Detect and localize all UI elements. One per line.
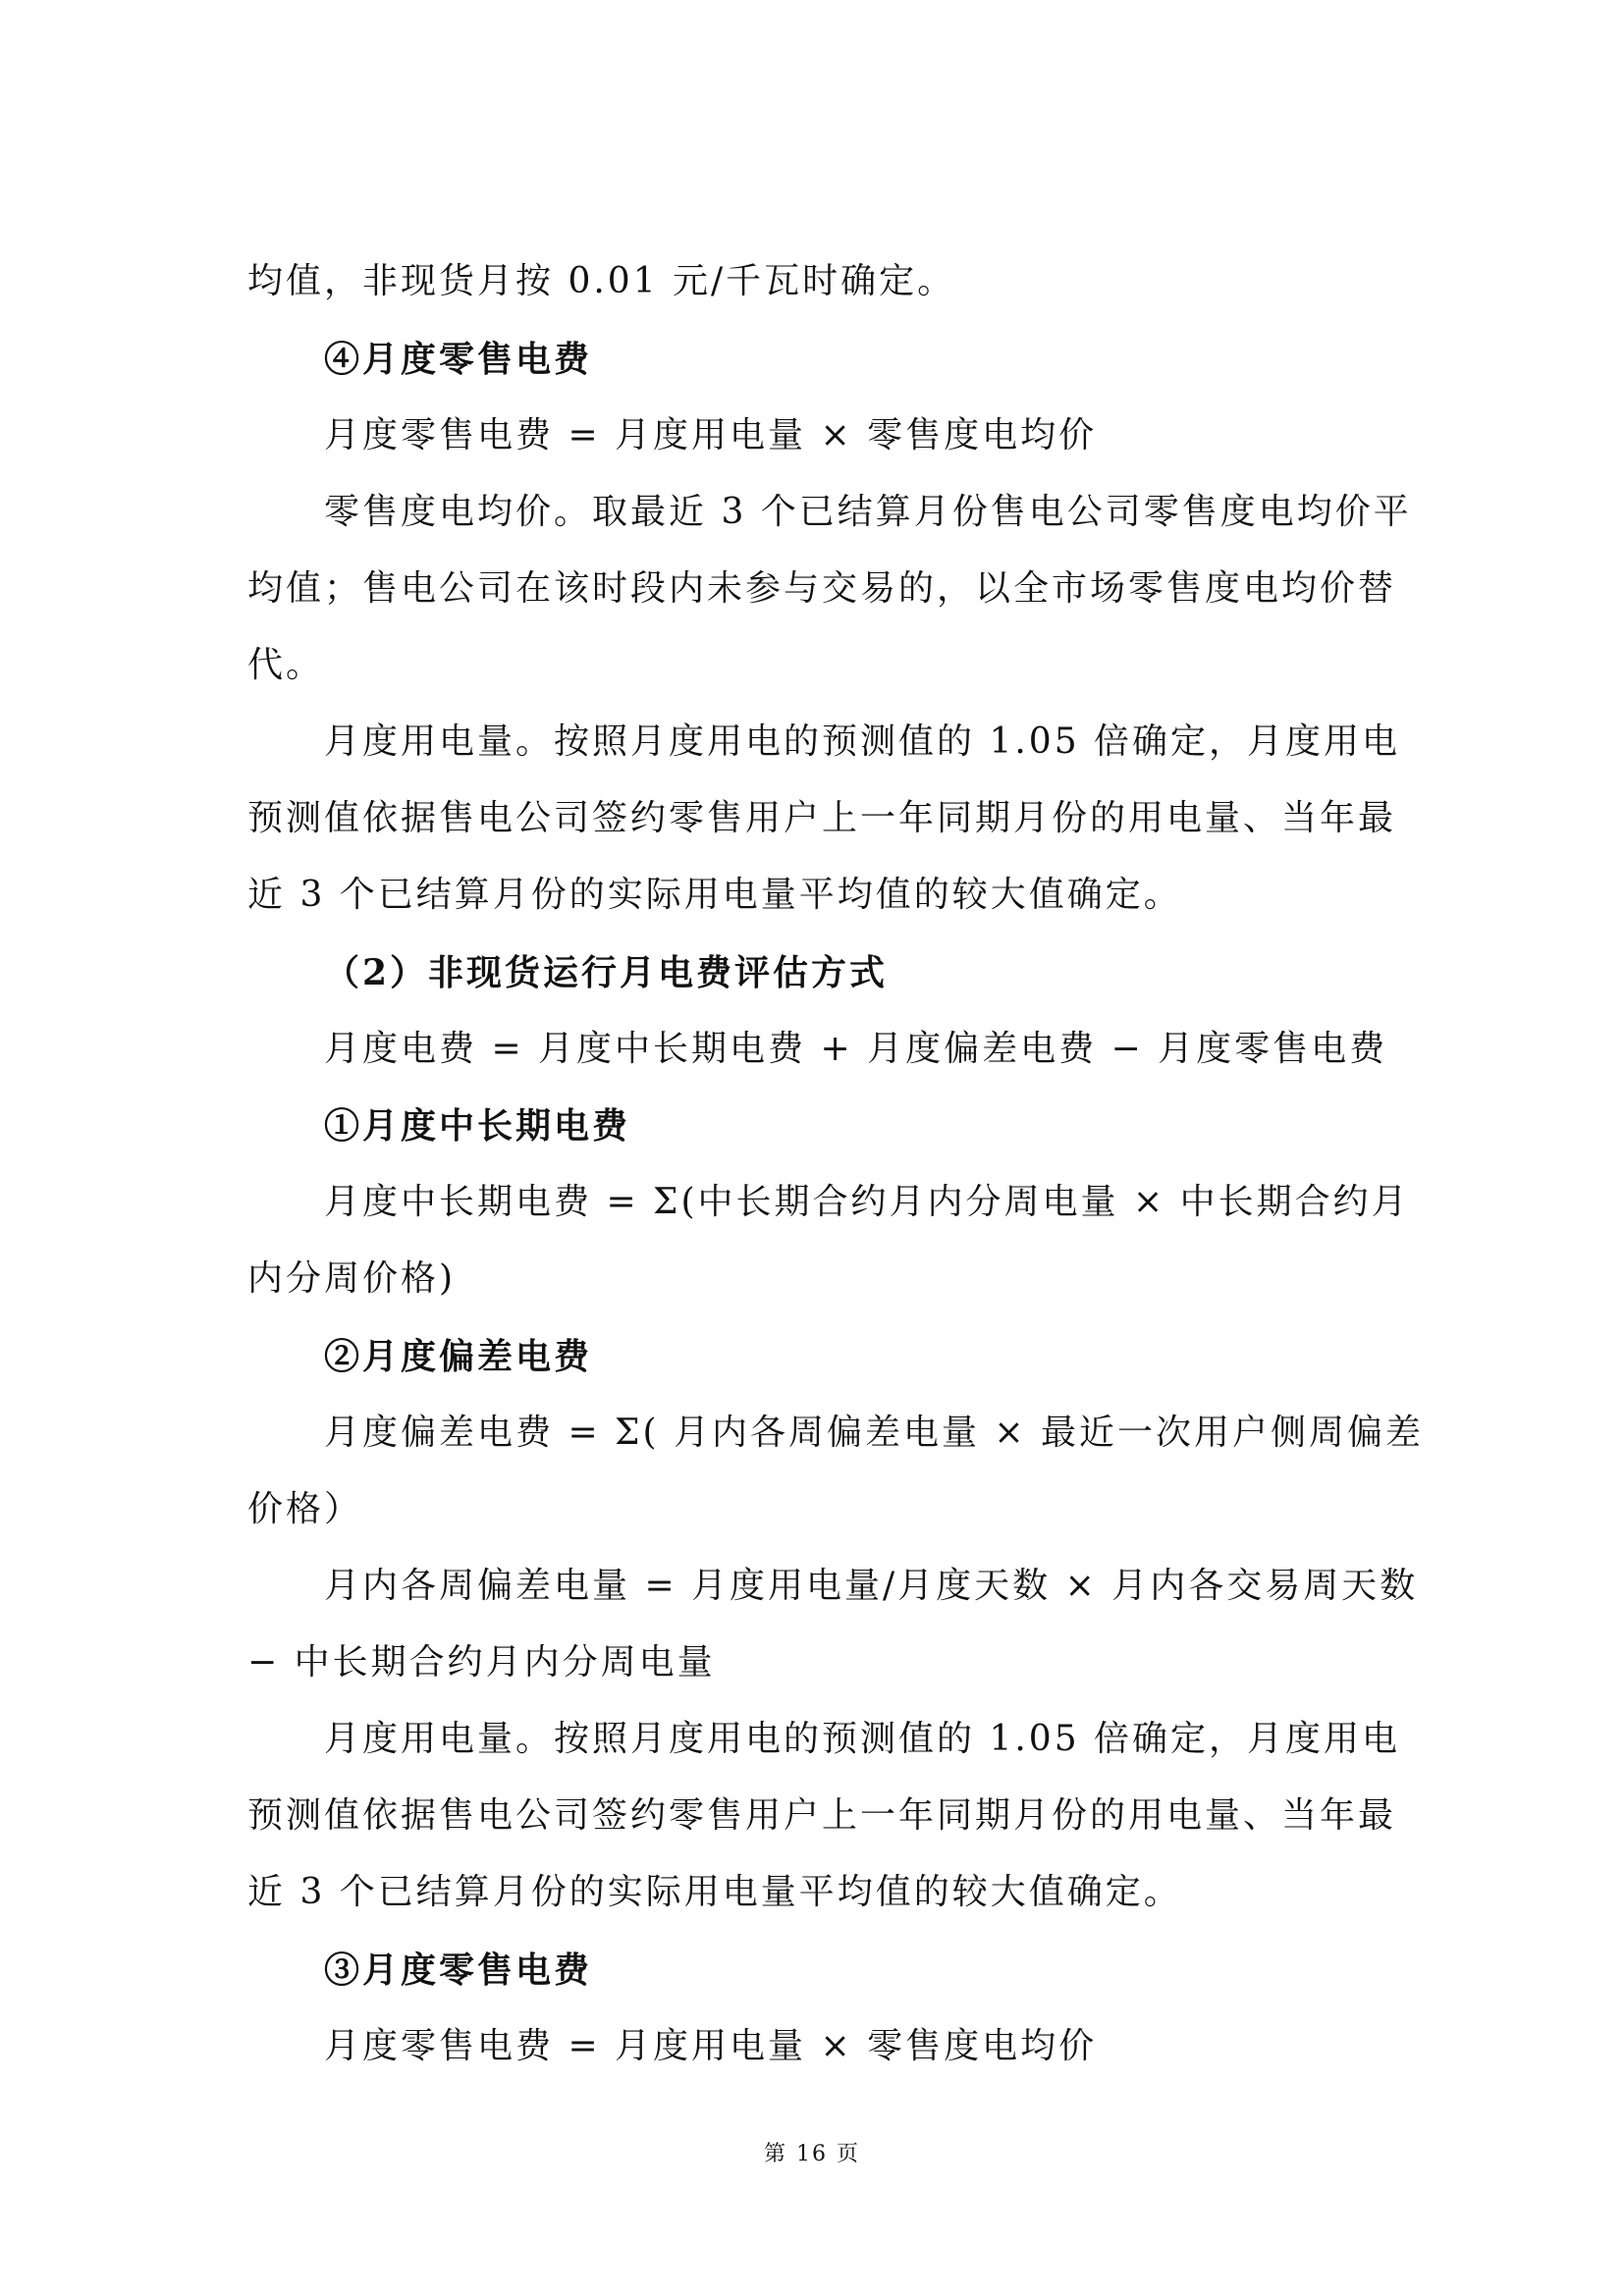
text-line: 预测值依据售电公司签约零售用户上一年同期月份的用电量、当年最: [247, 798, 1397, 838]
text-line: 均值，非现货月按 0.01 元/千瓦时确定。: [247, 261, 956, 301]
text-line: 月度用电量。按照月度用电的预测值的 1.05 倍确定，月度用电: [324, 1719, 1401, 1759]
formula-line: − 中长期合约月内分周电量: [247, 1642, 716, 1682]
formula-line: 内分周价格): [247, 1258, 457, 1299]
section-heading: ④月度零售电费: [324, 339, 593, 380]
page-number: 第 16 页: [764, 2142, 860, 2166]
text-line: 均值；售电公司在该时段内未参与交易的，以全市场零售度电均价替: [247, 568, 1397, 609]
formula-line: 月度电费 = 月度中长期电费 + 月度偏差电费 − 月度零售电费: [324, 1029, 1388, 1069]
text-line: 代。: [247, 645, 325, 685]
text-line: 月度用电量。按照月度用电的预测值的 1.05 倍确定，月度用电: [324, 721, 1401, 762]
formula-line: 月度零售电费 = 月度用电量 × 零售度电均价: [324, 415, 1098, 455]
section-heading: ③月度零售电费: [324, 1949, 593, 1991]
formula-line: 月内各周偏差电量 = 月度用电量/月度天数 × 月内各交易周天数: [324, 1566, 1419, 1606]
formula-line: 月度偏差电费 = Σ( 月内各周偏差电量 × 最近一次用户侧周偏差: [324, 1413, 1425, 1453]
text-line: 零售度电均价。取最近 3 个已结算月份售电公司零售度电均价平: [324, 492, 1412, 532]
formula-line: 月度零售电费 = 月度用电量 × 零售度电均价: [324, 2026, 1098, 2066]
text-line: 近 3 个已结算月份的实际用电量平均值的较大值确定。: [247, 875, 1182, 915]
section-heading: （2）非现货运行月电费评估方式: [324, 952, 889, 993]
formula-line: 月度中长期电费 = Σ(中长期合约月内分周电量 × 中长期合约月: [324, 1182, 1410, 1222]
section-heading: ①月度中长期电费: [324, 1105, 631, 1147]
formula-line: 价格）: [247, 1489, 363, 1529]
text-line: 预测值依据售电公司签约零售用户上一年同期月份的用电量、当年最: [247, 1795, 1397, 1836]
text-line: 近 3 个已结算月份的实际用电量平均值的较大值确定。: [247, 1872, 1182, 1912]
section-heading: ②月度偏差电费: [324, 1336, 593, 1377]
